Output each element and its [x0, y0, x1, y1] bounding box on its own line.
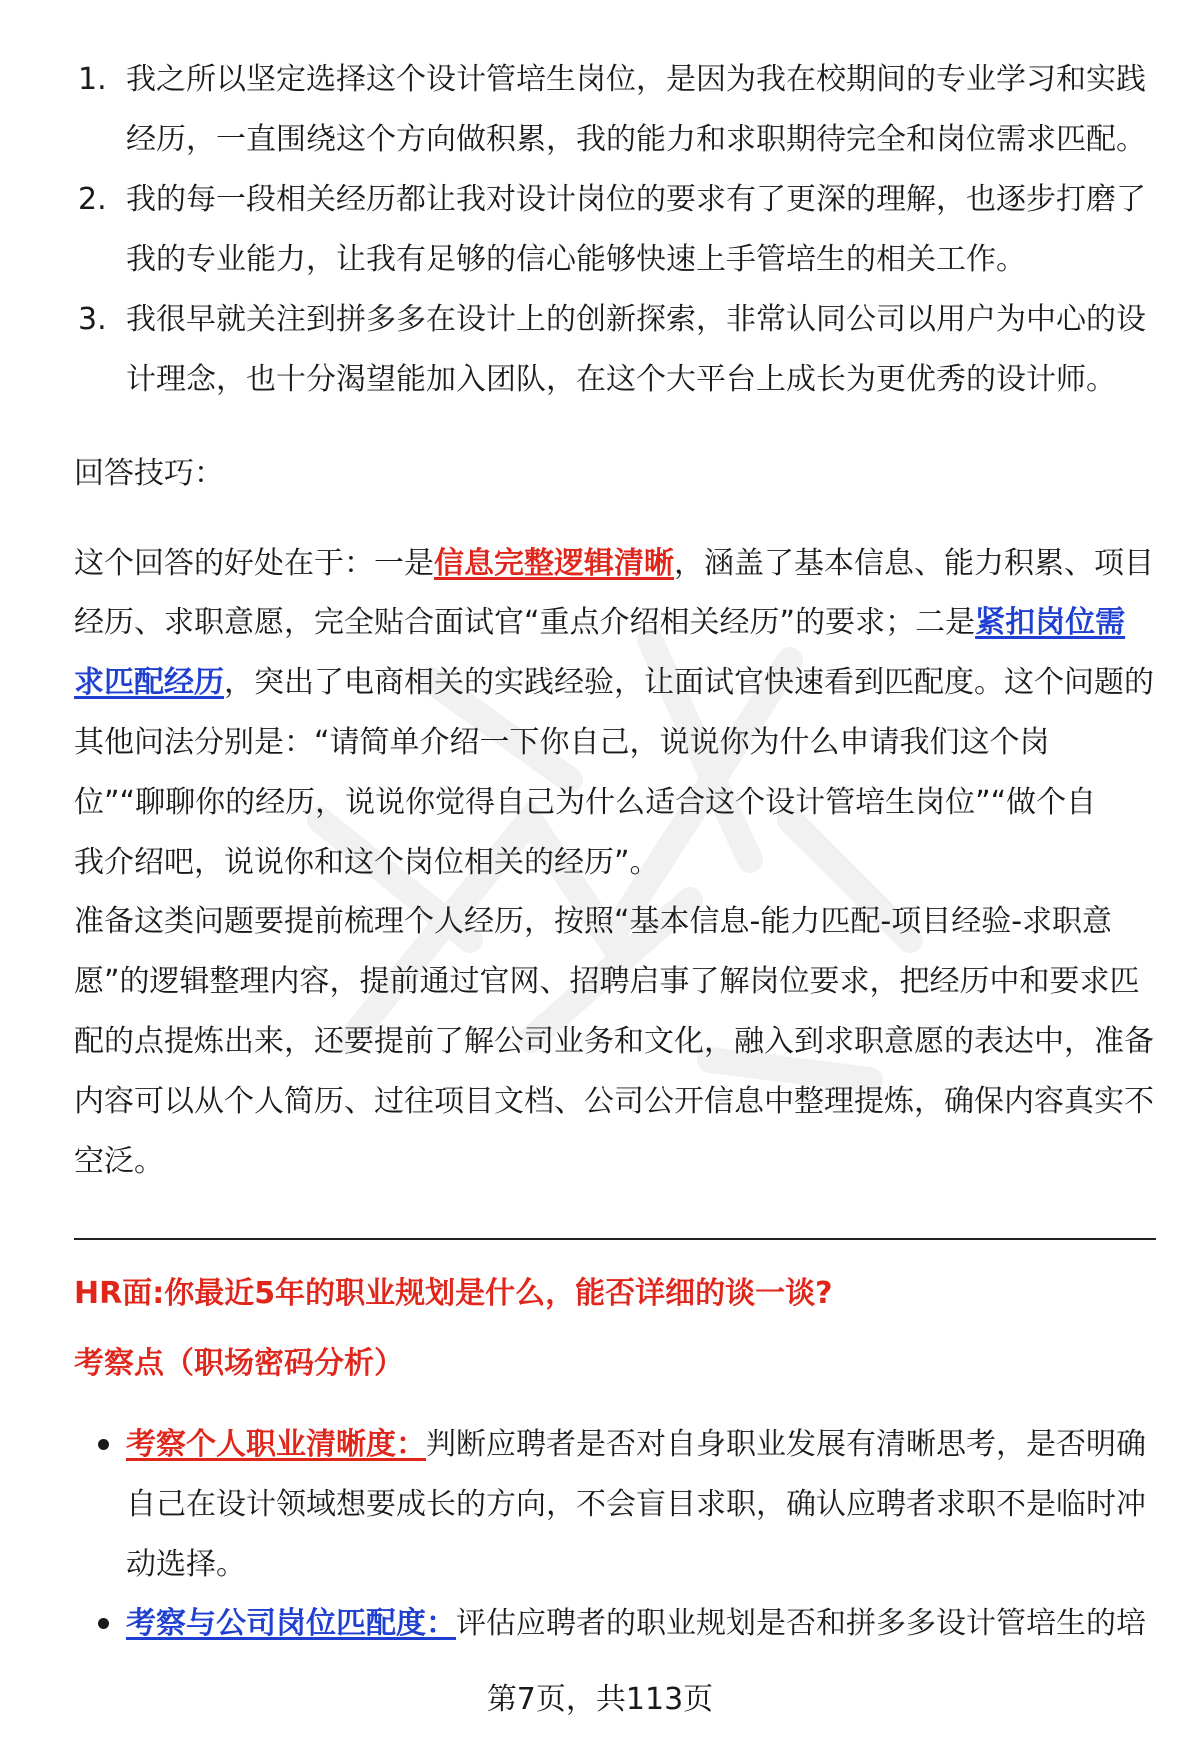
page-footer: 第7页，共113页	[486, 1682, 714, 1717]
bullet-1-label: 考察个人职业清晰度：	[126, 1427, 426, 1462]
tips-p1-line-1	[74, 542, 1154, 586]
bullet-2-line-1	[126, 1602, 1146, 1646]
bullet-dot-1	[98, 1439, 109, 1450]
tips-p1-l1-text-a: 这个回答的好处在于：一是	[74, 546, 434, 581]
list-item-2-line-1: 我的每一段相关经历都让我对设计岗位的要求有了更深的理解，也逐步打磨了	[126, 182, 1146, 217]
list-number-1: 1.	[78, 62, 107, 97]
bullet-2-label: 考察与公司岗位匹配度：	[126, 1606, 456, 1641]
list-item-3-line-2: 计理念，也十分渴望能加入团队，在这个大平台上成长为更优秀的设计师。	[126, 362, 1116, 397]
bullet-1-text: 判断应聘者是否对自身职业发展有清晰思考，是否明确	[426, 1427, 1146, 1462]
bullet-dot-2	[98, 1618, 109, 1629]
list-item-1-line-1: 我之所以坚定选择这个设计管培生岗位，是因为我在校期间的专业学习和实践	[126, 62, 1146, 97]
bullet-1-line-1	[126, 1423, 1146, 1467]
tips-p2-line-1: 准备这类问题要提前梳理个人经历，按照“基本信息-能力匹配-项目经验-求职意	[74, 904, 1113, 939]
tips-p1-line-3	[74, 661, 1154, 705]
tips-p1-l2-text-a: 经历、求职意愿，完全贴合面试官“重点介绍相关经历”的要求；二是	[74, 605, 976, 640]
tips-p1-l3-text-b: ，突出了电商相关的实践经验，让面试官快速看到匹配度。这个问题的	[224, 665, 1154, 700]
question-title: HR面:你最近5年的职业规划是什么，能否详细的谈一谈?	[74, 1276, 833, 1311]
tips-label: 回答技巧：	[74, 456, 224, 491]
tips-p1-line-4: 其他问法分别是：“请简单介绍一下你自己，说说你为什么申请我们这个岗	[74, 725, 1050, 760]
highlight-info-complete: 信息完整逻辑清晰	[434, 546, 674, 581]
highlight-job-match-part-2: 求匹配经历	[74, 665, 224, 700]
bullet-1-line-3: 动选择。	[126, 1547, 246, 1582]
bullet-2-text: 评估应聘者的职业规划是否和拼多多设计管培生的培	[456, 1606, 1146, 1641]
bullet-1-line-2: 自己在设计领域想要成长的方向，不会盲目求职，确认应聘者求职不是临时冲	[126, 1487, 1146, 1522]
tips-p1-l1-text-b: ，涵盖了基本信息、能力积累、项目	[674, 546, 1154, 581]
question-subtitle: 考察点（职场密码分析）	[74, 1346, 404, 1381]
tips-p1-line-6: 我介绍吧，说说你和这个岗位相关的经历”。	[74, 845, 660, 880]
list-item-1-line-2: 经历，一直围绕这个方向做积累，我的能力和求职期待完全和岗位需求匹配。	[126, 122, 1146, 157]
tips-p2-line-4: 内容可以从个人简历、过往项目文档、公司公开信息中整理提炼，确保内容真实不	[74, 1084, 1154, 1119]
tips-p1-line-5: 位”“聊聊你的经历，说说你觉得自己为什么适合这个设计管培生岗位”“做个自	[74, 785, 1097, 820]
highlight-job-match-part-1: 紧扣岗位需	[975, 605, 1126, 640]
tips-p2-line-3: 配的点提炼出来，还要提前了解公司业务和文化，融入到求职意愿的表达中，准备	[74, 1024, 1154, 1059]
list-item-2-line-2: 我的专业能力，让我有足够的信心能够快速上手管培生的相关工作。	[126, 242, 1026, 277]
tips-p1-line-2	[74, 601, 1125, 645]
section-divider	[74, 1238, 1156, 1240]
tips-p2-line-5: 空泛。	[74, 1144, 164, 1179]
list-number-3: 3.	[78, 302, 107, 337]
tips-p2-line-2: 愿”的逻辑整理内容，提前通过官网、招聘启事了解岗位要求，把经历中和要求匹	[74, 964, 1140, 999]
list-item-3-line-1: 我很早就关注到拼多多在设计上的创新探索，非常认同公司以用户为中心的设	[126, 302, 1146, 337]
list-number-2: 2.	[78, 182, 107, 217]
